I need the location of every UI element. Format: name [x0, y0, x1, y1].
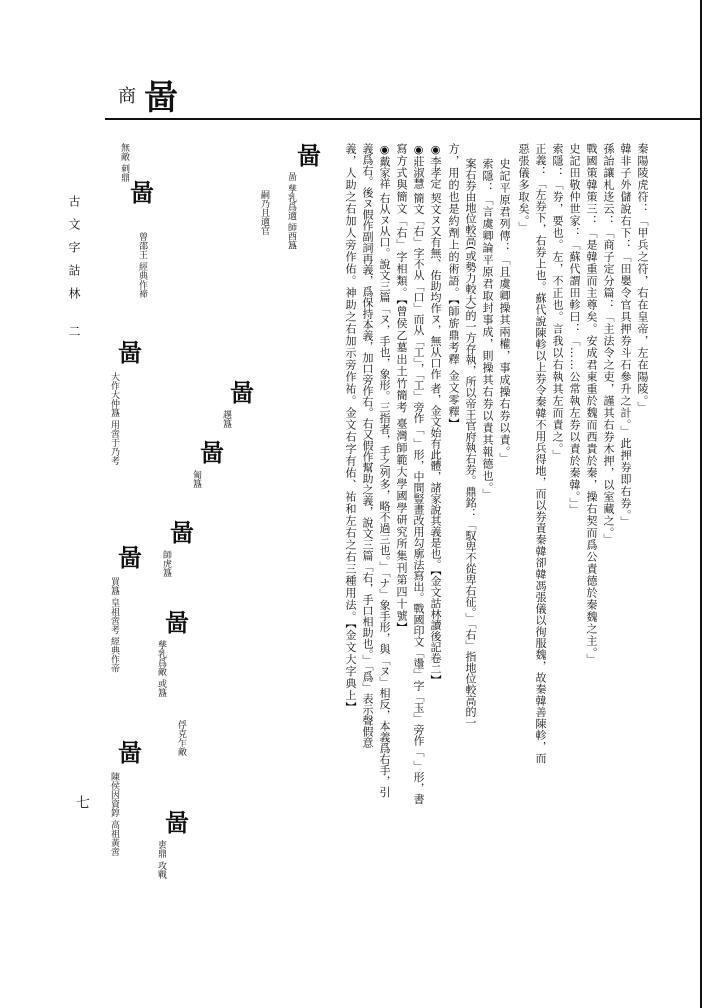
- glyph-caption: 師虎簋: [161, 550, 171, 577]
- inscription-glyph: 啚: [165, 608, 189, 637]
- inscription-glyph: 啚: [297, 141, 321, 170]
- text-column: 義爲右。後ヌ假作副詞再義，爲保持本義，加口旁作右。右又假作幫助之義，說文三篇「右，手口相助也。」「爲」表示聲假意: [361, 143, 374, 748]
- inscription-glyph: 啚: [130, 178, 154, 207]
- text-column: 史記田敬仲世家：「蘇代謂田軫曰：「……公常執左券以責於秦韓。」」: [568, 143, 581, 516]
- text-column: 孫詒讓札迻云：「商子定分篇：「主法令之吏，謹其右券木押，以室藏之。」: [602, 143, 615, 546]
- text-column: 惡張儀多取矣。」: [517, 143, 530, 234]
- glyph-caption: 曾邵王 經典作禘: [137, 232, 147, 298]
- text-column: ◉戴家祥 右从ヌ从口。說文三篇「ヌ，手也，象形。三指者，手之列多，略不過三也。」「ナ」象手形，與「ヌ」相反，本義爲右手，引: [378, 143, 391, 798]
- text-column: 義，人助之右加人旁作佑。神助之右加示旁作祐。金文右字有佑、祐和左右之右三種用法。【金文大字典上】: [344, 143, 357, 714]
- header-rule: [105, 118, 700, 120]
- glyph-caption: 啚 孳乳爲適 師酉簋: [286, 172, 296, 250]
- glyph-caption: 趩簋: [221, 410, 231, 428]
- glyph-caption: 大作大仲簋 用啻于乃考: [109, 372, 119, 465]
- fold-rule: [700, 0, 702, 1008]
- glyph-caption: 買簋 皇祖啻考 經典作帝: [109, 577, 119, 673]
- glyph-caption: 孳乳爲敵 或簋: [156, 640, 166, 697]
- text-column: 秦陽陵虎符：「甲兵之符，右在皇帝，左在陽陵。」: [636, 143, 649, 414]
- glyph-caption: 無敵 刺鼎: [119, 143, 129, 182]
- text-column: 寫方式與簡文「右」字相類。【曾侯乙墓出土竹簡考 臺灣師範大學國學研究所集刊第四十號】: [395, 143, 408, 634]
- header-small-char: 商: [118, 86, 136, 107]
- inscription-glyph: 啚: [165, 808, 189, 837]
- text-column: 索隱：「券，要也。左，不正也。言我以右執其左而責之。」: [551, 143, 564, 462]
- inscription-glyph: 啚: [230, 378, 254, 407]
- page-number: 七: [74, 795, 90, 820]
- inscription-glyph: 啚: [118, 738, 142, 767]
- text-column: 正義：「左券下，右券上也。蘇代說陳軫以上券令秦韓不用兵得地，而以券責秦韓卻韓馮張儀以徇服魏，故秦韓善陳軫，而: [534, 143, 547, 764]
- glyph-caption: 陳侯因資錞 高祖黃啻: [109, 772, 119, 856]
- text-column: 索隱：「言虞卿論平原君取封事成，則操其右券以責其報德也。」: [481, 158, 494, 501]
- text-column: 韓非子外儲說右下：「田嬰令官具押券斗石參升之計。」此押券即右券。」: [619, 143, 632, 528]
- text-column: 方，用的也是約劑上的術語。【師旂鼎考釋 金文零釋】: [447, 143, 460, 430]
- text-column: 案右券由地位較高(或勢力較大)的一方存執，所以帝王官府執右券。鼎銘：「馭卑不從卑右征。」「右」指地位較高的一: [464, 158, 477, 728]
- glyph-caption: 匍簋: [191, 470, 201, 488]
- inscription-glyph: 啚: [170, 518, 194, 547]
- header-entry-char: 啚: [144, 78, 178, 118]
- text-column: ◉莊淑慧 簡文「右」字不从「口」而从「工」，「工」旁作「 」形，中間豎畫改用勾廓法寫出。戰國印文「璗」字「玉」旁作「 」形，書: [412, 143, 425, 805]
- side-title: 古文字詁林 二: [67, 195, 81, 348]
- text-column: 史記平原君列傳：「且虞卿操其兩權，事成操右券以責。」: [498, 158, 511, 465]
- text-column: 戰國策韓策三：「是韓重而主尊矣。安成君東重於魏而西貴於秦，操右契而爲公責德於秦魏之主。」: [585, 143, 598, 666]
- inscription-glyph: 啚: [200, 438, 224, 467]
- inscription-glyph: 啚: [118, 543, 142, 572]
- glyph-caption: 俘克乍敵: [176, 720, 186, 756]
- glyph-caption: 嗣乃且適官: [259, 190, 269, 235]
- glyph-caption: 叀鼎 攻戰: [156, 840, 166, 879]
- inscription-glyph: 啚: [118, 338, 142, 367]
- text-column: ◉李孝定 契文ヌ又有無、佑助均作ヌ，無从口作 者，金文始有此體，諸家說其義是也。【金文詁林讀後記卷二】: [429, 143, 442, 686]
